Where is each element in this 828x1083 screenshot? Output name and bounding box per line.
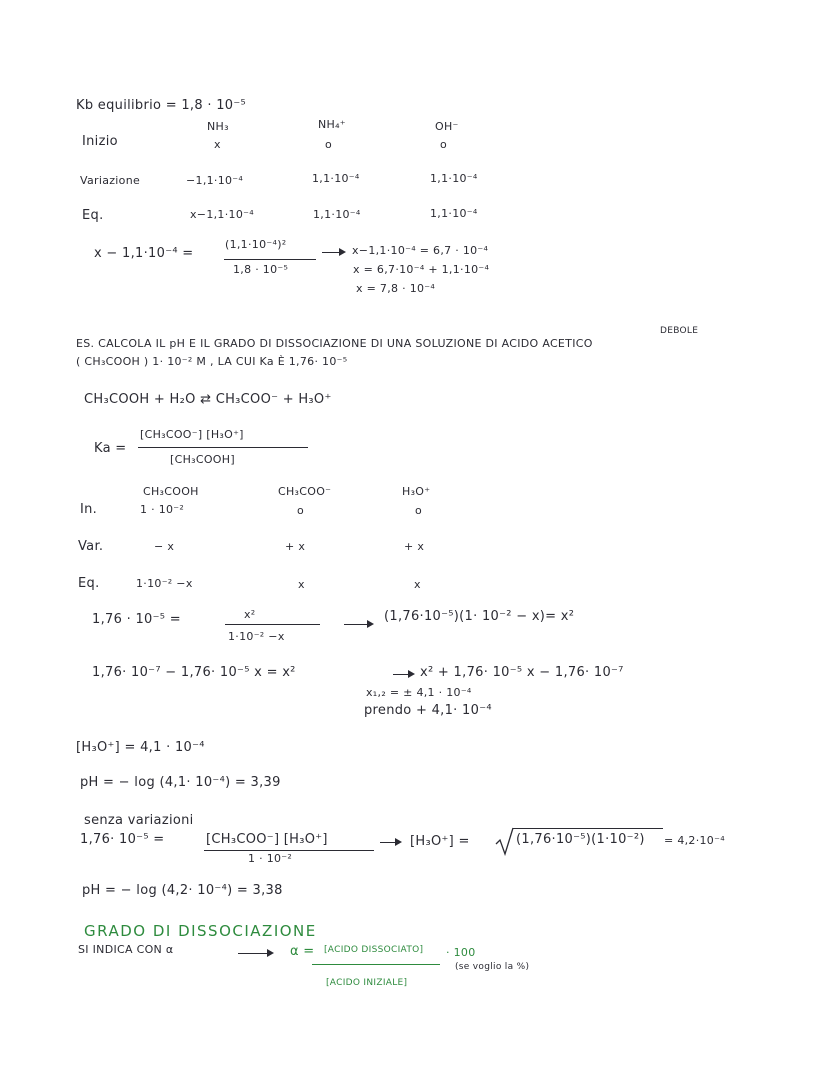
f2-right: x² + 1,76· 10⁻⁵ x − 1,76· 10⁻⁷	[420, 665, 624, 680]
grado-num: [ACIDO DISSOCIATO]	[324, 945, 424, 955]
sv-num: [CH₃COO⁻] [H₃O⁺]	[206, 832, 328, 847]
sqrt-icon	[495, 826, 515, 856]
kb-row-eq: Eq.	[82, 208, 104, 223]
es-var3: + x	[404, 540, 425, 553]
kb-calc-den: 1,8 · 10⁻⁵	[233, 263, 289, 276]
arrow-icon	[380, 842, 400, 843]
es-line1: ES. CALCOLA IL pH E IL GRADO DI DISSOCIAZIONE DI UNA SOLUZIONE DI ACIDO ACETICO	[76, 337, 593, 350]
kb-col-nh4: NH₄⁺	[318, 118, 346, 131]
grado-times: · 100	[446, 946, 476, 959]
ka-den: [CH₃COOH]	[170, 453, 235, 466]
grado-den: [ACIDO INIZIALE]	[326, 978, 408, 988]
es-eq2: x	[298, 578, 305, 591]
es-debole: DEBOLE	[660, 326, 699, 336]
es-in3: o	[415, 504, 423, 517]
grado-fraction-bar	[312, 964, 440, 965]
sv-root: (1,76·10⁻⁵)(1·10⁻²)	[516, 832, 645, 847]
sv-fraction-bar	[204, 850, 374, 851]
ka-num: [CH₃COO⁻] [H₃O⁺]	[140, 428, 244, 441]
kb-var-nh3: −1,1·10⁻⁴	[186, 174, 244, 187]
kb-inizio-nh4: o	[325, 138, 333, 151]
kb-eq-oh: 1,1·10⁻⁴	[430, 207, 478, 220]
kb-fraction-bar	[224, 259, 316, 260]
grado-si-indica: SI INDICA CON α	[78, 943, 174, 956]
kb-row-inizio: Inizio	[82, 134, 118, 149]
es-row-in: In.	[80, 502, 98, 517]
kb-calc-num: (1,1·10⁻⁴)²	[225, 238, 287, 251]
sv-right-a: [H₃O⁺] =	[410, 834, 470, 849]
kb-calc-r2: x = 6,7·10⁻⁴ + 1,1·10⁻⁴	[353, 263, 490, 276]
kb-col-nh3: NH₃	[207, 120, 229, 133]
grado-note: (se voglio la %)	[455, 962, 530, 972]
es-row-eq: Eq.	[78, 576, 100, 591]
es-col3: H₃O⁺	[402, 485, 431, 498]
f2-prendo: prendo + 4,1· 10⁻⁴	[364, 703, 492, 718]
ka-left: Ka =	[94, 441, 127, 456]
arrow-icon	[322, 252, 344, 253]
f1-den: 1·10⁻² −x	[228, 630, 285, 643]
es-var2: + x	[285, 540, 306, 553]
f1-num: x²	[244, 608, 256, 621]
ph-result-1: pH = − log (4,1· 10⁻⁴) = 3,39	[80, 775, 281, 790]
sv-den: 1 · 10⁻²	[248, 852, 293, 865]
kb-title: Kb equilibrio = 1,8 · 10⁻⁵	[76, 98, 247, 113]
arrow-icon	[393, 674, 413, 675]
es-reaction: CH₃COOH + H₂O ⇄ CH₃COO⁻ + H₃O⁺	[84, 392, 332, 407]
kb-calc-r1: x−1,1·10⁻⁴ = 6,7 · 10⁻⁴	[352, 244, 489, 257]
grado-title: GRADO DI DISSOCIAZIONE	[84, 922, 317, 940]
arrow-icon	[344, 624, 372, 625]
kb-eq-nh3: x−1,1·10⁻⁴	[190, 208, 254, 221]
f2-left: 1,76· 10⁻⁷ − 1,76· 10⁻⁵ x = x²	[92, 665, 296, 680]
kb-col-oh: OH⁻	[435, 120, 459, 133]
sqrt-bar	[513, 828, 663, 829]
grado-alpha: α =	[290, 944, 315, 959]
senza-variazioni: senza variazioni	[84, 813, 194, 828]
f1-left: 1,76 · 10⁻⁵ =	[92, 612, 181, 627]
h3o-value: [H₃O⁺] = 4,1 · 10⁻⁴	[76, 740, 205, 755]
es-eq1: 1·10⁻² −x	[136, 577, 193, 590]
f1-fraction-bar	[225, 624, 320, 625]
arrow-icon	[238, 953, 272, 954]
kb-var-nh4: 1,1·10⁻⁴	[312, 172, 360, 185]
ka-fraction-bar	[138, 447, 308, 448]
sv-left: 1,76· 10⁻⁵ =	[80, 832, 165, 847]
es-var1: − x	[154, 540, 175, 553]
es-in2: o	[297, 504, 305, 517]
kb-eq-nh4: 1,1·10⁻⁴	[313, 208, 361, 221]
es-in1: 1 · 10⁻²	[140, 503, 185, 516]
kb-var-oh: 1,1·10⁻⁴	[430, 172, 478, 185]
ph-result-2: pH = − log (4,2· 10⁻⁴) = 3,38	[82, 883, 283, 898]
kb-inizio-oh: o	[440, 138, 448, 151]
sv-right-b: = 4,2·10⁻⁴	[664, 834, 725, 847]
f1-right: (1,76·10⁻⁵)(1· 10⁻² − x)= x²	[384, 609, 575, 624]
es-line2: ( CH₃COOH ) 1· 10⁻² M , LA CUI Ka È 1,76· 10⁻⁵	[76, 355, 348, 368]
es-eq3: x	[414, 578, 421, 591]
kb-calc-r3: x = 7,8 · 10⁻⁴	[356, 282, 436, 295]
kb-row-variazione: Variazione	[80, 174, 141, 187]
es-row-var: Var.	[78, 539, 104, 554]
es-col1: CH₃COOH	[143, 485, 199, 498]
kb-inizio-nh3: x	[214, 138, 221, 151]
f2-roots: x₁,₂ = ± 4,1 · 10⁻⁴	[366, 686, 472, 699]
es-col2: CH₃COO⁻	[278, 485, 332, 498]
kb-calc-left: x − 1,1·10⁻⁴ =	[94, 246, 194, 261]
